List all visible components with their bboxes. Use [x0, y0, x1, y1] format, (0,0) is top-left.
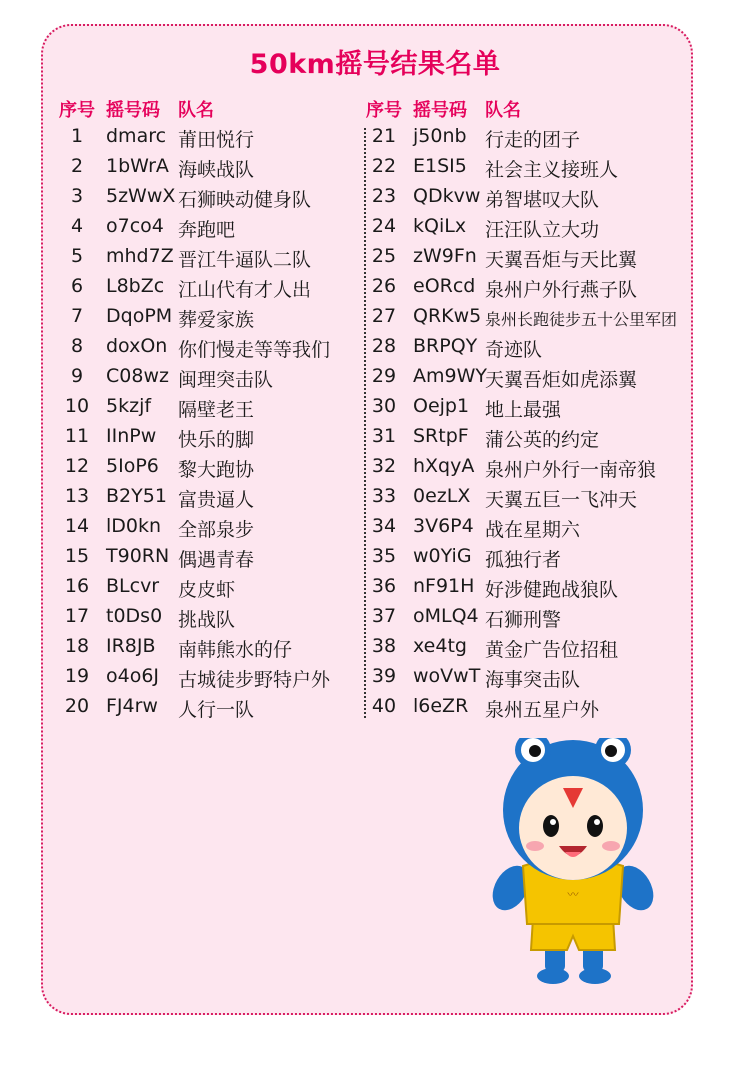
row-number: 36 — [371, 575, 397, 597]
row-team: 偶遇青春 — [178, 549, 255, 571]
table-row — [366, 542, 696, 572]
row-number: 11 — [64, 425, 90, 447]
row-code: l6eZR — [413, 695, 469, 717]
row-number: 37 — [371, 605, 397, 627]
table-row — [59, 272, 364, 302]
table-row — [366, 422, 696, 452]
row-code: 5kzjf — [106, 395, 152, 417]
row-team: 全部泉步 — [178, 519, 255, 541]
row-code: B2Y51 — [106, 485, 167, 507]
column-header — [366, 94, 696, 122]
row-team: 蒲公英的约定 — [485, 429, 600, 451]
row-number: 15 — [64, 545, 90, 567]
row-team: 葬爱家族 — [178, 309, 255, 331]
table-row — [59, 572, 364, 602]
row-number: 21 — [371, 125, 397, 147]
row-number: 1 — [70, 125, 84, 147]
row-team: 战在星期六 — [485, 519, 581, 541]
row-code: Oejp1 — [413, 395, 470, 417]
row-team: 隔壁老王 — [178, 399, 255, 421]
header-team: 队名 — [485, 100, 521, 121]
table-row — [366, 362, 696, 392]
row-code: IR8JB — [106, 635, 156, 657]
table-row — [366, 602, 696, 632]
row-code: 3V6P4 — [413, 515, 474, 537]
row-number: 6 — [70, 275, 84, 297]
row-code: Am9WY — [413, 365, 487, 387]
row-team: 黄金广告位招租 — [485, 639, 619, 661]
row-code: 1bWrA — [106, 155, 169, 177]
row-team: 皮皮虾 — [178, 579, 236, 601]
row-code: w0YiG — [413, 545, 472, 567]
table-row — [59, 512, 364, 542]
results-list-right — [366, 122, 696, 722]
table-row — [366, 692, 696, 722]
row-number: 20 — [64, 695, 90, 717]
header-code: 摇号码 — [413, 100, 467, 121]
row-team: 海事突击队 — [485, 669, 581, 691]
row-code: 5IoP6 — [106, 455, 159, 477]
row-team: 晋江牛逼队二队 — [178, 249, 312, 271]
table-row — [366, 152, 696, 182]
row-team: 石狮刑警 — [485, 609, 562, 631]
table-row — [366, 452, 696, 482]
row-code: SRtpF — [413, 425, 469, 447]
row-code: eORcd — [413, 275, 476, 297]
row-team: 奔跑吧 — [178, 219, 236, 241]
row-code: dmarc — [106, 125, 167, 147]
column-header — [59, 94, 364, 122]
row-number: 7 — [70, 305, 84, 327]
row-number: 18 — [64, 635, 90, 657]
row-number: 9 — [70, 365, 84, 387]
row-number: 38 — [371, 635, 397, 657]
table-row — [59, 302, 364, 332]
row-team: 江山代有才人出 — [178, 279, 312, 301]
header-no: 序号 — [59, 100, 95, 121]
table-row — [59, 242, 364, 272]
row-number: 2 — [70, 155, 84, 177]
row-number: 14 — [64, 515, 90, 537]
row-code: o7co4 — [106, 215, 164, 237]
row-number: 12 — [64, 455, 90, 477]
row-team: 地上最强 — [485, 399, 562, 421]
table-row — [366, 572, 696, 602]
table-row — [366, 242, 696, 272]
row-number: 32 — [371, 455, 397, 477]
table-row — [59, 632, 364, 662]
row-code: oMLQ4 — [413, 605, 479, 627]
row-code: 5zWwX — [106, 185, 176, 207]
table-row — [366, 302, 696, 332]
header-team: 队名 — [178, 100, 214, 121]
row-team: 泉州户外行一南帝狼 — [485, 459, 657, 481]
table-row — [366, 212, 696, 242]
row-team: 天翼五巨一飞冲天 — [485, 489, 638, 511]
row-number: 4 — [70, 215, 84, 237]
row-team: 快乐的脚 — [178, 429, 255, 451]
row-team: 莆田悦行 — [178, 129, 255, 151]
header-no: 序号 — [366, 100, 402, 121]
row-code: zW9Fn — [413, 245, 477, 267]
row-code: kQiLx — [413, 215, 467, 237]
row-code: lD0kn — [106, 515, 162, 537]
row-code: j50nb — [413, 125, 467, 147]
row-team: 你们慢走等等我们 — [178, 339, 331, 361]
table-row — [59, 662, 364, 692]
table-row — [366, 332, 696, 362]
header-code: 摇号码 — [106, 100, 160, 121]
row-code: woVwT — [413, 665, 481, 687]
results-column-left — [59, 94, 364, 722]
row-number: 10 — [64, 395, 90, 417]
row-number: 24 — [371, 215, 397, 237]
table-row — [59, 542, 364, 572]
row-team: 富贵逼人 — [178, 489, 255, 511]
row-number: 39 — [371, 665, 397, 687]
page-title: 50km摇号结果名单 — [249, 49, 501, 80]
row-team: 人行一队 — [178, 699, 255, 721]
table-row — [59, 692, 364, 722]
row-team: 南韩熊水的仔 — [178, 639, 293, 661]
row-team: 黎大跑协 — [178, 459, 255, 481]
table-row — [59, 392, 364, 422]
row-team: 古城徒步野特户外 — [178, 669, 331, 691]
row-code: o4o6J — [106, 665, 160, 687]
row-code: C08wz — [106, 365, 169, 387]
row-code: t0Ds0 — [106, 605, 163, 627]
row-team: 泉州长跑徒步五十公里军团 — [485, 310, 678, 329]
row-code: QRKw5 — [413, 305, 482, 327]
row-number: 17 — [64, 605, 90, 627]
row-number: 28 — [371, 335, 397, 357]
row-team: 石狮映动健身队 — [178, 189, 312, 211]
mascot-character-icon — [483, 738, 663, 988]
row-team: 天翼吾炬如虎添翼 — [485, 369, 638, 391]
row-code: hXqyA — [413, 455, 475, 477]
row-number: 29 — [371, 365, 397, 387]
table-row — [59, 152, 364, 182]
row-team: 汪汪队立大功 — [485, 219, 600, 241]
row-code: E1SI5 — [413, 155, 467, 177]
row-team: 天翼吾炬与天比翼 — [485, 249, 638, 271]
row-number: 8 — [70, 335, 84, 357]
row-number: 31 — [371, 425, 397, 447]
table-row — [59, 182, 364, 212]
row-number: 30 — [371, 395, 397, 417]
row-number: 34 — [371, 515, 397, 537]
results-column-right — [366, 94, 696, 722]
row-team: 奇迹队 — [485, 339, 543, 361]
table-row — [366, 392, 696, 422]
row-number: 13 — [64, 485, 90, 507]
results-list-left — [59, 122, 364, 722]
row-number: 25 — [371, 245, 397, 267]
row-number: 27 — [371, 305, 397, 327]
table-row — [59, 422, 364, 452]
row-number: 5 — [70, 245, 84, 267]
table-row — [59, 452, 364, 482]
row-code: mhd7Z — [106, 245, 174, 267]
row-team: 泉州五星户外 — [485, 699, 600, 721]
table-row — [366, 632, 696, 662]
row-number: 3 — [70, 185, 84, 207]
table-row — [59, 332, 364, 362]
table-row — [366, 122, 696, 152]
row-team: 行走的团子 — [485, 129, 581, 151]
row-code: xe4tg — [413, 635, 467, 657]
row-number: 33 — [371, 485, 397, 507]
row-code: FJ4rw — [106, 695, 158, 717]
row-team: 海峡战队 — [178, 159, 255, 181]
row-code: BLcvr — [106, 575, 160, 597]
row-team: 泉州户外行燕子队 — [485, 279, 638, 301]
table-row — [366, 512, 696, 542]
row-number: 26 — [371, 275, 397, 297]
row-code: 0ezLX — [413, 485, 471, 507]
table-row — [366, 272, 696, 302]
table-row — [59, 362, 364, 392]
row-team: 闽理突击队 — [178, 369, 274, 391]
row-number: 35 — [371, 545, 397, 567]
row-code: QDkvw — [413, 185, 481, 207]
row-team: 孤独行者 — [485, 549, 562, 571]
row-code: DqoPM — [106, 305, 173, 327]
row-code: T90RN — [106, 545, 170, 567]
row-number: 40 — [371, 695, 397, 717]
row-team: 社会主义接班人 — [485, 159, 619, 181]
row-code: IInPw — [106, 425, 157, 447]
table-row — [59, 482, 364, 512]
row-code: L8bZc — [106, 275, 165, 297]
row-team: 弟智堪叹大队 — [485, 189, 600, 211]
row-number: 19 — [64, 665, 90, 687]
table-row — [59, 602, 364, 632]
svg-text:〰: 〰 — [567, 888, 579, 901]
table-row — [59, 212, 364, 242]
row-number: 23 — [371, 185, 397, 207]
row-code: nF91H — [413, 575, 475, 597]
row-team: 挑战队 — [178, 609, 236, 631]
row-team: 好涉健跑战狼队 — [485, 579, 619, 601]
row-number: 16 — [64, 575, 90, 597]
row-code: BRPQY — [413, 335, 478, 357]
table-row — [59, 122, 364, 152]
row-number: 22 — [371, 155, 397, 177]
table-row — [366, 182, 696, 212]
table-row — [366, 482, 696, 512]
row-code: doxOn — [106, 335, 168, 357]
table-row — [366, 662, 696, 692]
